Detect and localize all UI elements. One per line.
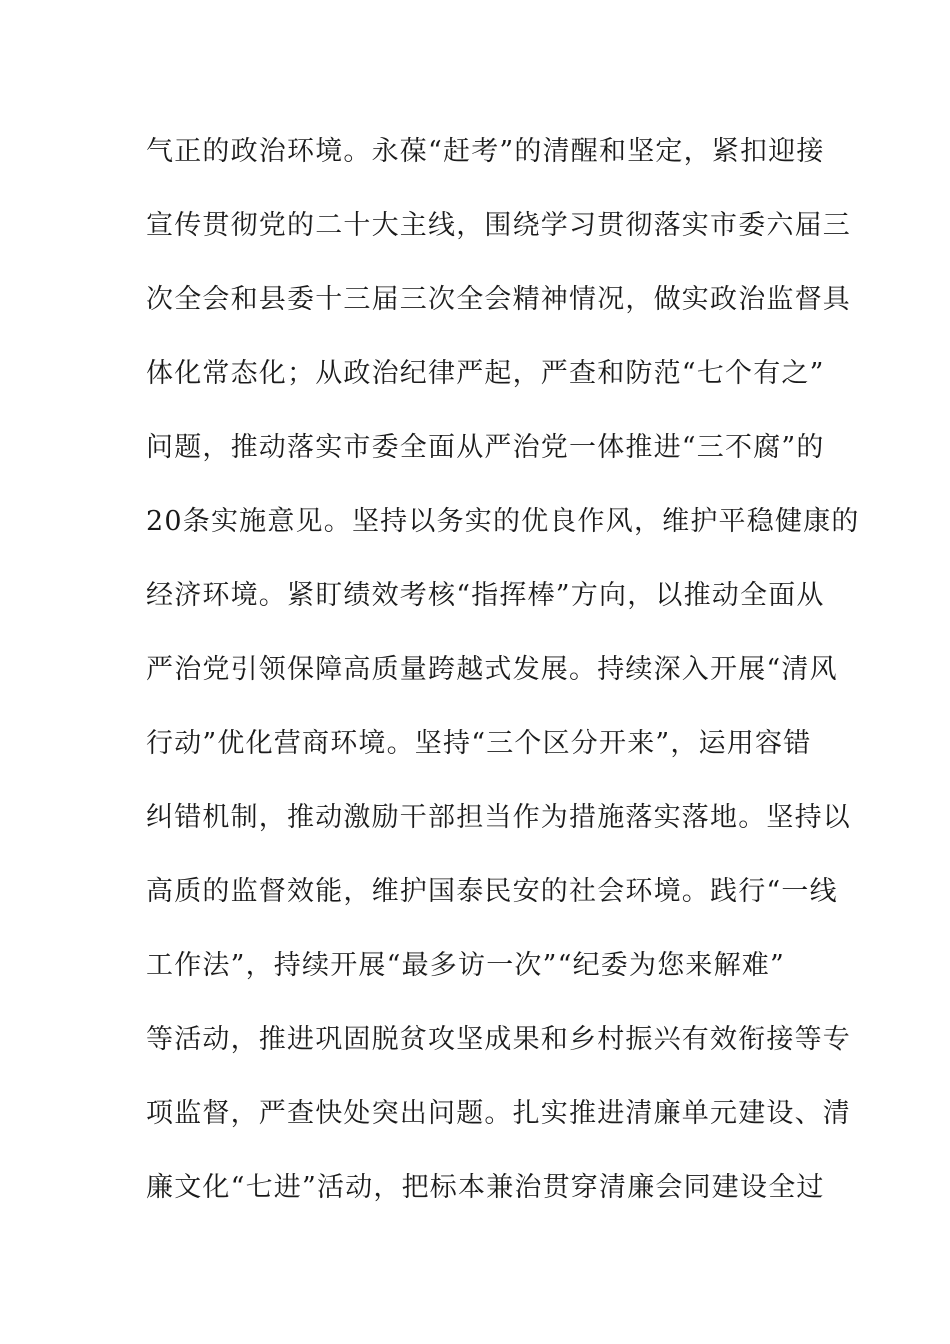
text-line: 20条实施意见。坚持以务实的优良作风，维护平稳健康的 (146, 506, 860, 537)
text-line: 体化常态化；从政治纪律严起，严查和防范“七个有之” (146, 358, 825, 389)
text-line: 高质的监督效能，维护国泰民安的社会环境。践行“一线 (146, 876, 838, 907)
text-line: 气正的政治环境。永葆“赶考”的清醒和坚定，紧扣迎接 (146, 136, 825, 167)
text-line: 等活动，推进巩固脱贫攻坚成果和乡村振兴有效衔接等专 (146, 1024, 851, 1055)
text-line: 宣传贯彻党的二十大主线，围绕学习贯彻落实市委六届三 (146, 210, 851, 241)
text-line: 项监督，严查快处突出问题。扎实推进清廉单元建设、清 (146, 1098, 851, 1129)
text-line: 行动”优化营商环境。坚持“三个区分开来”，运用容错 (146, 728, 812, 759)
text-line: 纠错机制，推动激励干部担当作为措施落实落地。坚持以 (146, 802, 851, 833)
text-line: 廉文化“七进”活动，把标本兼治贯穿清廉会同建设全过 (146, 1172, 825, 1203)
text-line: 工作法”，持续开展“最多访一次”“纪委为您来解难” (146, 950, 786, 981)
text-line: 问题，推动落实市委全面从严治党一体推进“三不腐”的 (146, 432, 825, 463)
text-line: 严治党引领保障高质量跨越式发展。持续深入开展“清风 (146, 654, 838, 685)
body-text (146, 126, 860, 1236)
text-line: 次全会和县委十三届三次全会精神情况，做实政治监督具 (146, 284, 851, 315)
text-line: 经济环境。紧盯绩效考核“指挥棒”方向，以推动全面从 (146, 580, 825, 611)
